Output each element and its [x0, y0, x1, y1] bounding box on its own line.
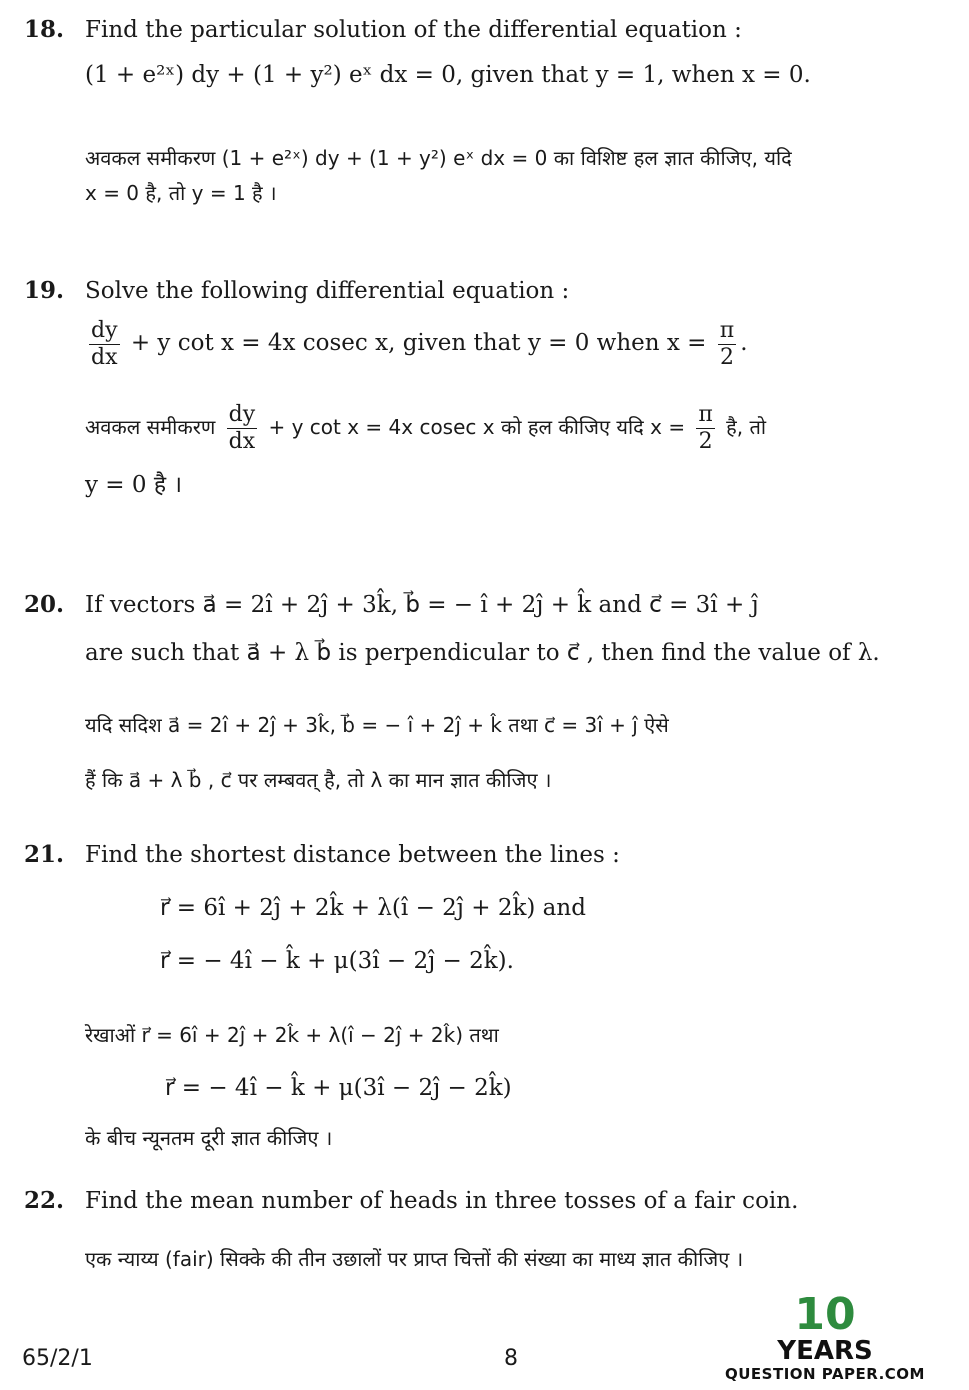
question-number: 20.	[24, 591, 65, 618]
question-equation: $\frac{dy}{dx}$ + y cot x = 4x cosec x, given that y = 0 when x = $\frac{\pi}{2}$ .	[91, 317, 748, 370]
question-text: If vectors a⃗ = 2î + 2ĵ + 3k̂, b⃗ = − î + 2ĵ + k̂ and c⃗ = 3î + ĵ	[85, 592, 759, 618]
question-text: Solve the following differential equation :	[85, 278, 570, 304]
paper-code: 65/2/1	[22, 1346, 93, 1371]
fraction-pi-2: $\frac{\pi}{2}$	[719, 317, 735, 370]
fraction-dy-dx: $\frac{dy}{dx}$	[91, 317, 118, 370]
line-equation-2-hindi: r⃗ = − 4î − k̂ + μ(3î − 2ĵ − 2k̂)	[165, 1075, 512, 1101]
fraction-dy-dx: $\frac{dy}{dx}$	[228, 401, 256, 454]
question-text: are such that a⃗ + λ b⃗ is perpendicular to c⃗ , then find the value of λ.	[85, 640, 880, 666]
question-text-hindi: एक न्याय्य (fair) सिक्के की तीन उछालों पर प्राप्त चित्तों की संख्या का माध्य ज्ञात कीजिए ।	[85, 1247, 744, 1271]
question-text-hindi: के बीच न्यूनतम दूरी ज्ञात कीजिए ।	[85, 1126, 333, 1150]
question-text-hindi: यदि सदिश a⃗ = 2î + 2ĵ + 3k̂, b⃗ = − î + 2ĵ + k̂ तथा c⃗ = 3î + ĵ ऐसे	[85, 713, 669, 737]
question-text: Find the shortest distance between the lines :	[85, 842, 620, 868]
question-number: 21.	[24, 841, 65, 868]
question-text: Find the mean number of heads in three tosses of a fair coin.	[85, 1188, 799, 1214]
fraction-pi-2: $\frac{\pi}{2}$	[698, 401, 713, 454]
equation-body: + y cot x = 4x cosec x, given that y = 0 when x =	[130, 330, 707, 356]
question-text-hindi: x = 0 है, तो y = 1 है ।	[85, 181, 277, 205]
question-text-hindi: रेखाओं r⃗ = 6î + 2ĵ + 2k̂ + λ(î − 2ĵ + 2k̂) तथा	[85, 1023, 499, 1047]
line-equation-2: r⃗ = − 4î − k̂ + μ(3î − 2ĵ − 2k̂).	[160, 948, 514, 974]
question-number: 19.	[24, 277, 65, 304]
question-text-hindi: हैं कि a⃗ + λ b⃗ , c⃗ पर लम्बवत् है, तो λ का मान ज्ञात कीजिए ।	[85, 768, 552, 792]
question-text-hindi: y = 0 है ।	[85, 472, 183, 498]
page-number: 8	[504, 1346, 518, 1371]
question-text-hindi: अवकल समीकरण (1 + e²ˣ) dy + (1 + y²) eˣ dx = 0 का विशिष्ट हल ज्ञात कीजिए, यदि	[85, 146, 792, 170]
site-logo: 10 YEARS QUESTION PAPER.COM	[724, 1289, 925, 1383]
question-equation-hindi: अवकल समीकरण $\frac{dy}{dx}$ + y cot x = 4x cosec x को हल कीजिए यदि x = $\frac{\pi}{2}$ है, तो	[85, 401, 767, 454]
question-text: Find the particular solution of the differential equation :	[85, 17, 742, 43]
question-equation: (1 + e²ˣ) dy + (1 + y²) eˣ dx = 0, given that y = 1, when x = 0.	[85, 62, 811, 88]
question-number: 18.	[24, 16, 65, 43]
line-equation-1: r⃗ = 6î + 2ĵ + 2k̂ + λ(î − 2ĵ + 2k̂) and	[160, 895, 586, 921]
question-number: 22.	[24, 1187, 65, 1214]
